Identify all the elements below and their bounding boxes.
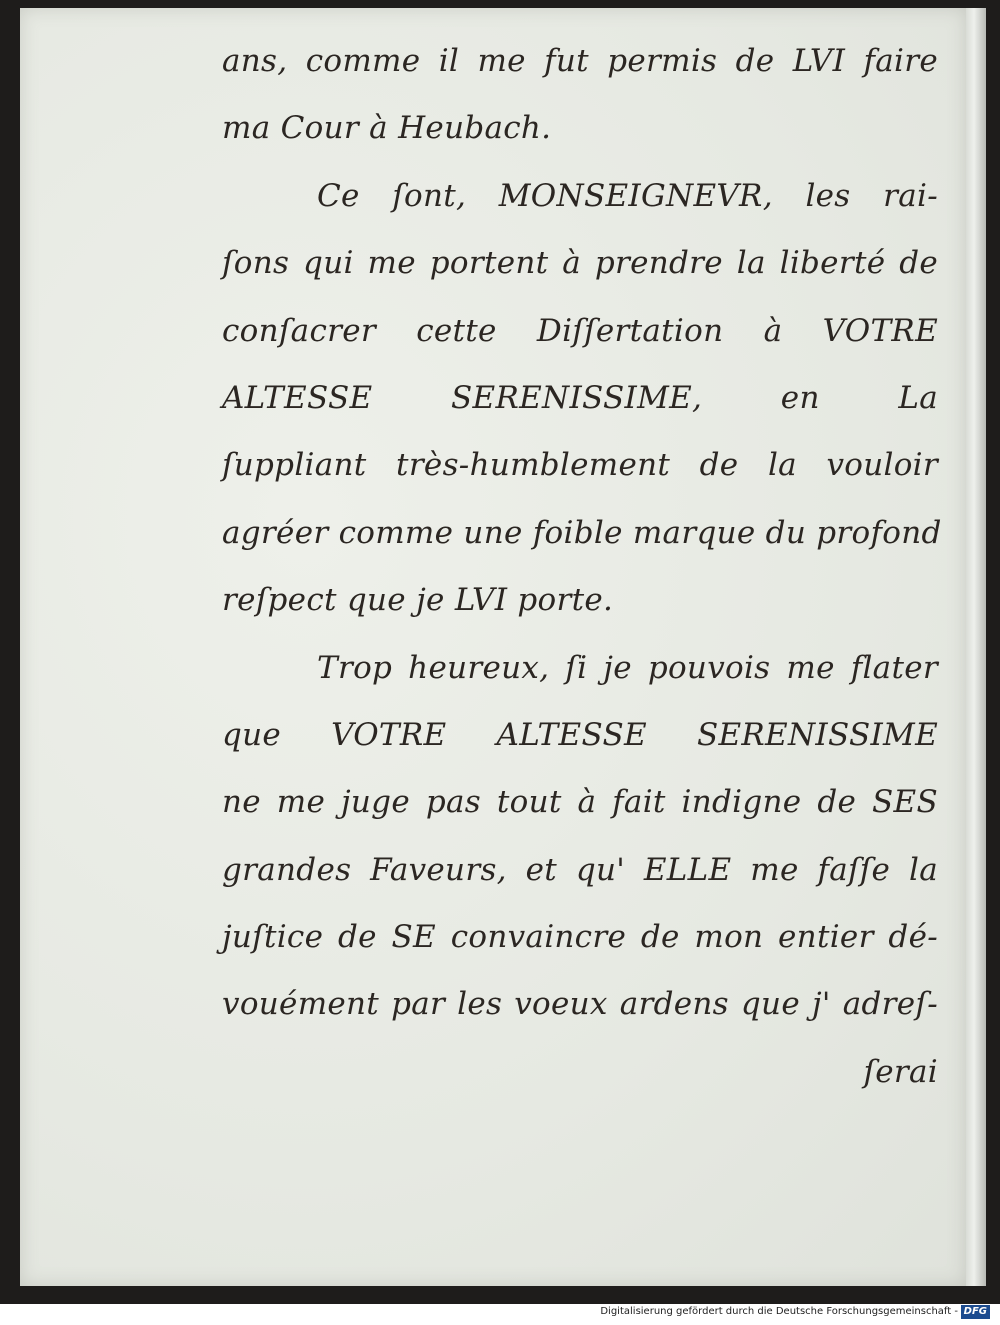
footer-bar <box>0 1304 1000 1325</box>
text-line-5: conſacrer cette Diſſertation à VOTRE <box>222 312 938 349</box>
text-line-14: juſtice de SE convaincre de mon entier dé- <box>222 919 938 956</box>
footer-credit: Digitalisierung gefördert durch die Deutsche Forschungsgemeinschaft - <box>600 1306 958 1317</box>
text-line-11: que VOTRE ALTESSE SERENISSIME <box>222 716 938 753</box>
page-text <box>222 36 942 1114</box>
text-line-8: agréer comme une foible marque du profond <box>222 514 942 551</box>
text-line-7: ſuppliant très-humblement de la vouloir <box>222 447 938 484</box>
text-line-3: Ce ſont, MONSEIGNEVR, les rai- <box>317 177 938 214</box>
text-line-13: grandes Faveurs, et qu' ELLE me faſſe la <box>222 851 938 888</box>
text-line-12: ne me juge pas tout à fait indigne de SES <box>222 784 938 821</box>
text-line-10: Trop heureux, ſi je pouvois me flater <box>317 649 938 686</box>
text-line-6: ALTESSE SERENISSIME, en La <box>222 379 938 416</box>
catchword: ſerai <box>863 1053 938 1090</box>
text-line-2: ma Cour à Heubach. <box>222 110 552 147</box>
text-line-4: ſons qui me portent à prendre la liberté de <box>222 245 938 282</box>
page-edge <box>966 8 986 1286</box>
text-line-1: ans, comme il me fut permis de LVI faire <box>222 43 938 79</box>
text-line-9: reſpect que je LVI porte. <box>222 582 614 619</box>
dfg-logo-icon: DFG <box>961 1305 990 1319</box>
text-line-15: vouément par les voeux ardens que j' adreſ- <box>222 986 938 1023</box>
